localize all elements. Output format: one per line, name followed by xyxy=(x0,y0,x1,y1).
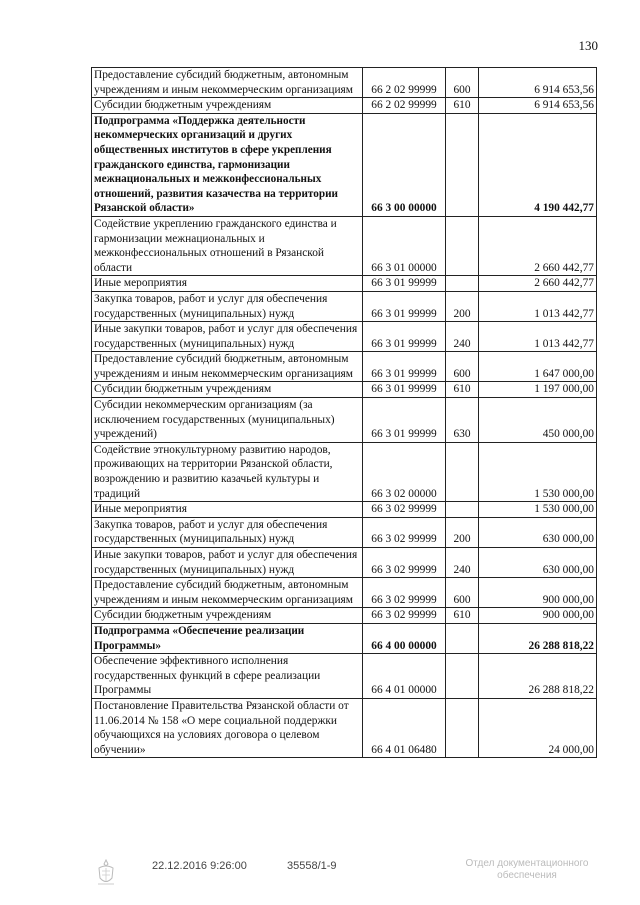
table-row xyxy=(92,654,597,699)
footer-date: 22.12.2016 9:26:00 xyxy=(152,860,247,872)
row-expense-type-cell: 610 xyxy=(446,382,479,398)
row-expense-type-cell xyxy=(446,698,479,757)
row-csr-code-cell: 66 2 02 99999 xyxy=(363,68,446,98)
coat-of-arms-icon xyxy=(95,858,117,888)
row-amount-cell: 450 000,00 xyxy=(479,398,597,443)
row-expense-type-cell: 600 xyxy=(446,68,479,98)
row-expense-type-cell xyxy=(446,502,479,518)
row-amount-cell: 1 530 000,00 xyxy=(479,442,597,501)
row-name-cell: Обеспечение эффективного исполнения государственных функций в сфере реализации Программы xyxy=(92,654,363,699)
row-expense-type-cell: 610 xyxy=(446,608,479,624)
row-amount-cell: 1 013 442,77 xyxy=(479,322,597,352)
footer-department-stamp xyxy=(452,858,602,882)
row-name-cell: Содействие укреплению гражданского единства и гармонизации межнациональных и межконфессиональных отношений в Рязанской области xyxy=(92,216,363,275)
row-expense-type-cell: 240 xyxy=(446,322,479,352)
row-expense-type-cell: 610 xyxy=(446,98,479,114)
row-amount-cell: 26 288 818,22 xyxy=(479,654,597,699)
row-amount-cell: 4 190 442,77 xyxy=(479,113,597,216)
row-csr-code-cell: 66 2 02 99999 xyxy=(363,98,446,114)
row-amount-cell: 1 647 000,00 xyxy=(479,352,597,382)
table-row xyxy=(92,68,597,98)
row-expense-type-cell: 630 xyxy=(446,398,479,443)
row-amount-cell: 630 000,00 xyxy=(479,517,597,547)
row-amount-cell: 2 660 442,77 xyxy=(479,216,597,275)
row-name-cell: Подпрограмма «Поддержка деятельности некоммерческих организаций и других общественных институтов в сфере укрепления гражданского единства, гармонизации межнациональных и межконфессиональных отношений, развития казачества на территории Рязанской области» xyxy=(92,113,363,216)
row-csr-code-cell: 66 3 02 99999 xyxy=(363,548,446,578)
row-amount-cell: 26 288 818,22 xyxy=(479,623,597,653)
row-name-cell: Субсидии бюджетным учреждениям xyxy=(92,608,363,624)
row-csr-code-cell: 66 4 00 00000 xyxy=(363,623,446,653)
page-footer xyxy=(0,858,640,898)
table-row xyxy=(92,698,597,757)
row-expense-type-cell: 240 xyxy=(446,548,479,578)
table-row xyxy=(92,442,597,501)
row-csr-code-cell: 66 3 02 99999 xyxy=(363,502,446,518)
table-row xyxy=(92,352,597,382)
row-name-cell: Постановление Правительства Рязанской области от 11.06.2014 № 158 «О мере социальной поддержки обучающихся на условиях договора о целевом обучении» xyxy=(92,698,363,757)
footer-department-line-2: обеспечения xyxy=(497,870,557,881)
row-expense-type-cell: 600 xyxy=(446,578,479,608)
row-csr-code-cell: 66 4 01 06480 xyxy=(363,698,446,757)
row-amount-cell: 1 197 000,00 xyxy=(479,382,597,398)
row-name-cell: Субсидии бюджетным учреждениям xyxy=(92,98,363,114)
row-csr-code-cell: 66 3 01 99999 xyxy=(363,276,446,292)
row-csr-code-cell: 66 3 02 99999 xyxy=(363,608,446,624)
row-name-cell: Предоставление субсидий бюджетным, автономным учреждениям и иным некоммерческим организациям xyxy=(92,578,363,608)
row-expense-type-cell: 200 xyxy=(446,517,479,547)
row-csr-code-cell: 66 3 01 99999 xyxy=(363,398,446,443)
row-amount-cell: 900 000,00 xyxy=(479,578,597,608)
row-csr-code-cell: 66 3 02 99999 xyxy=(363,517,446,547)
table-row xyxy=(92,502,597,518)
table-row xyxy=(92,398,597,443)
row-csr-code-cell: 66 3 01 99999 xyxy=(363,352,446,382)
row-name-cell: Субсидии бюджетным учреждениям xyxy=(92,382,363,398)
table-row xyxy=(92,98,597,114)
row-name-cell: Предоставление субсидий бюджетным, автономным учреждениям и иным некоммерческим организациям xyxy=(92,68,363,98)
budget-table xyxy=(91,67,597,758)
row-amount-cell: 6 914 653,56 xyxy=(479,68,597,98)
row-amount-cell: 2 660 442,77 xyxy=(479,276,597,292)
row-csr-code-cell: 66 3 01 99999 xyxy=(363,322,446,352)
table-row xyxy=(92,322,597,352)
row-expense-type-cell xyxy=(446,113,479,216)
row-amount-cell: 6 914 653,56 xyxy=(479,98,597,114)
table-row xyxy=(92,113,597,216)
row-name-cell: Иные закупки товаров, работ и услуг для обеспечения государственных (муниципальных) нужд xyxy=(92,548,363,578)
budget-table-body xyxy=(92,68,597,758)
row-csr-code-cell: 66 3 02 00000 xyxy=(363,442,446,501)
row-amount-cell: 630 000,00 xyxy=(479,548,597,578)
row-amount-cell: 900 000,00 xyxy=(479,608,597,624)
row-expense-type-cell xyxy=(446,442,479,501)
footer-document-code: 35558/1-9 xyxy=(287,860,337,872)
row-expense-type-cell: 600 xyxy=(446,352,479,382)
row-name-cell: Закупка товаров, работ и услуг для обеспечения государственных (муниципальных) нужд xyxy=(92,517,363,547)
table-row xyxy=(92,548,597,578)
table-row xyxy=(92,608,597,624)
row-csr-code-cell: 66 4 01 00000 xyxy=(363,654,446,699)
table-row xyxy=(92,276,597,292)
row-amount-cell: 1 530 000,00 xyxy=(479,502,597,518)
row-name-cell: Закупка товаров, работ и услуг для обеспечения государственных (муниципальных) нужд xyxy=(92,291,363,321)
row-name-cell: Подпрограмма «Обеспечение реализации Программы» xyxy=(92,623,363,653)
row-csr-code-cell: 66 3 01 99999 xyxy=(363,291,446,321)
row-name-cell: Иные закупки товаров, работ и услуг для обеспечения государственных (муниципальных) нужд xyxy=(92,322,363,352)
row-name-cell: Содействие этнокультурному развитию народов, проживающих на территории Рязанской области, возрождению и развитию казачьей культуры и традиций xyxy=(92,442,363,501)
row-name-cell: Субсидии некоммерческим организациям (за исключением государственных (муниципальных) учреждений) xyxy=(92,398,363,443)
row-csr-code-cell: 66 3 00 00000 xyxy=(363,113,446,216)
table-row xyxy=(92,623,597,653)
row-amount-cell: 1 013 442,77 xyxy=(479,291,597,321)
row-name-cell: Иные мероприятия xyxy=(92,276,363,292)
table-row xyxy=(92,578,597,608)
row-expense-type-cell xyxy=(446,216,479,275)
row-csr-code-cell: 66 3 01 99999 xyxy=(363,382,446,398)
table-row xyxy=(92,517,597,547)
table-row xyxy=(92,382,597,398)
page-number: 130 xyxy=(578,38,598,53)
table-row xyxy=(92,216,597,275)
table-row xyxy=(92,291,597,321)
row-expense-type-cell: 200 xyxy=(446,291,479,321)
row-csr-code-cell: 66 3 01 00000 xyxy=(363,216,446,275)
row-expense-type-cell xyxy=(446,654,479,699)
row-name-cell: Предоставление субсидий бюджетным, автономным учреждениям и иным некоммерческим организациям xyxy=(92,352,363,382)
row-csr-code-cell: 66 3 02 99999 xyxy=(363,578,446,608)
footer-department-line-1: Отдел документационного xyxy=(465,858,589,869)
row-expense-type-cell xyxy=(446,276,479,292)
row-amount-cell: 24 000,00 xyxy=(479,698,597,757)
row-name-cell: Иные мероприятия xyxy=(92,502,363,518)
row-expense-type-cell xyxy=(446,623,479,653)
